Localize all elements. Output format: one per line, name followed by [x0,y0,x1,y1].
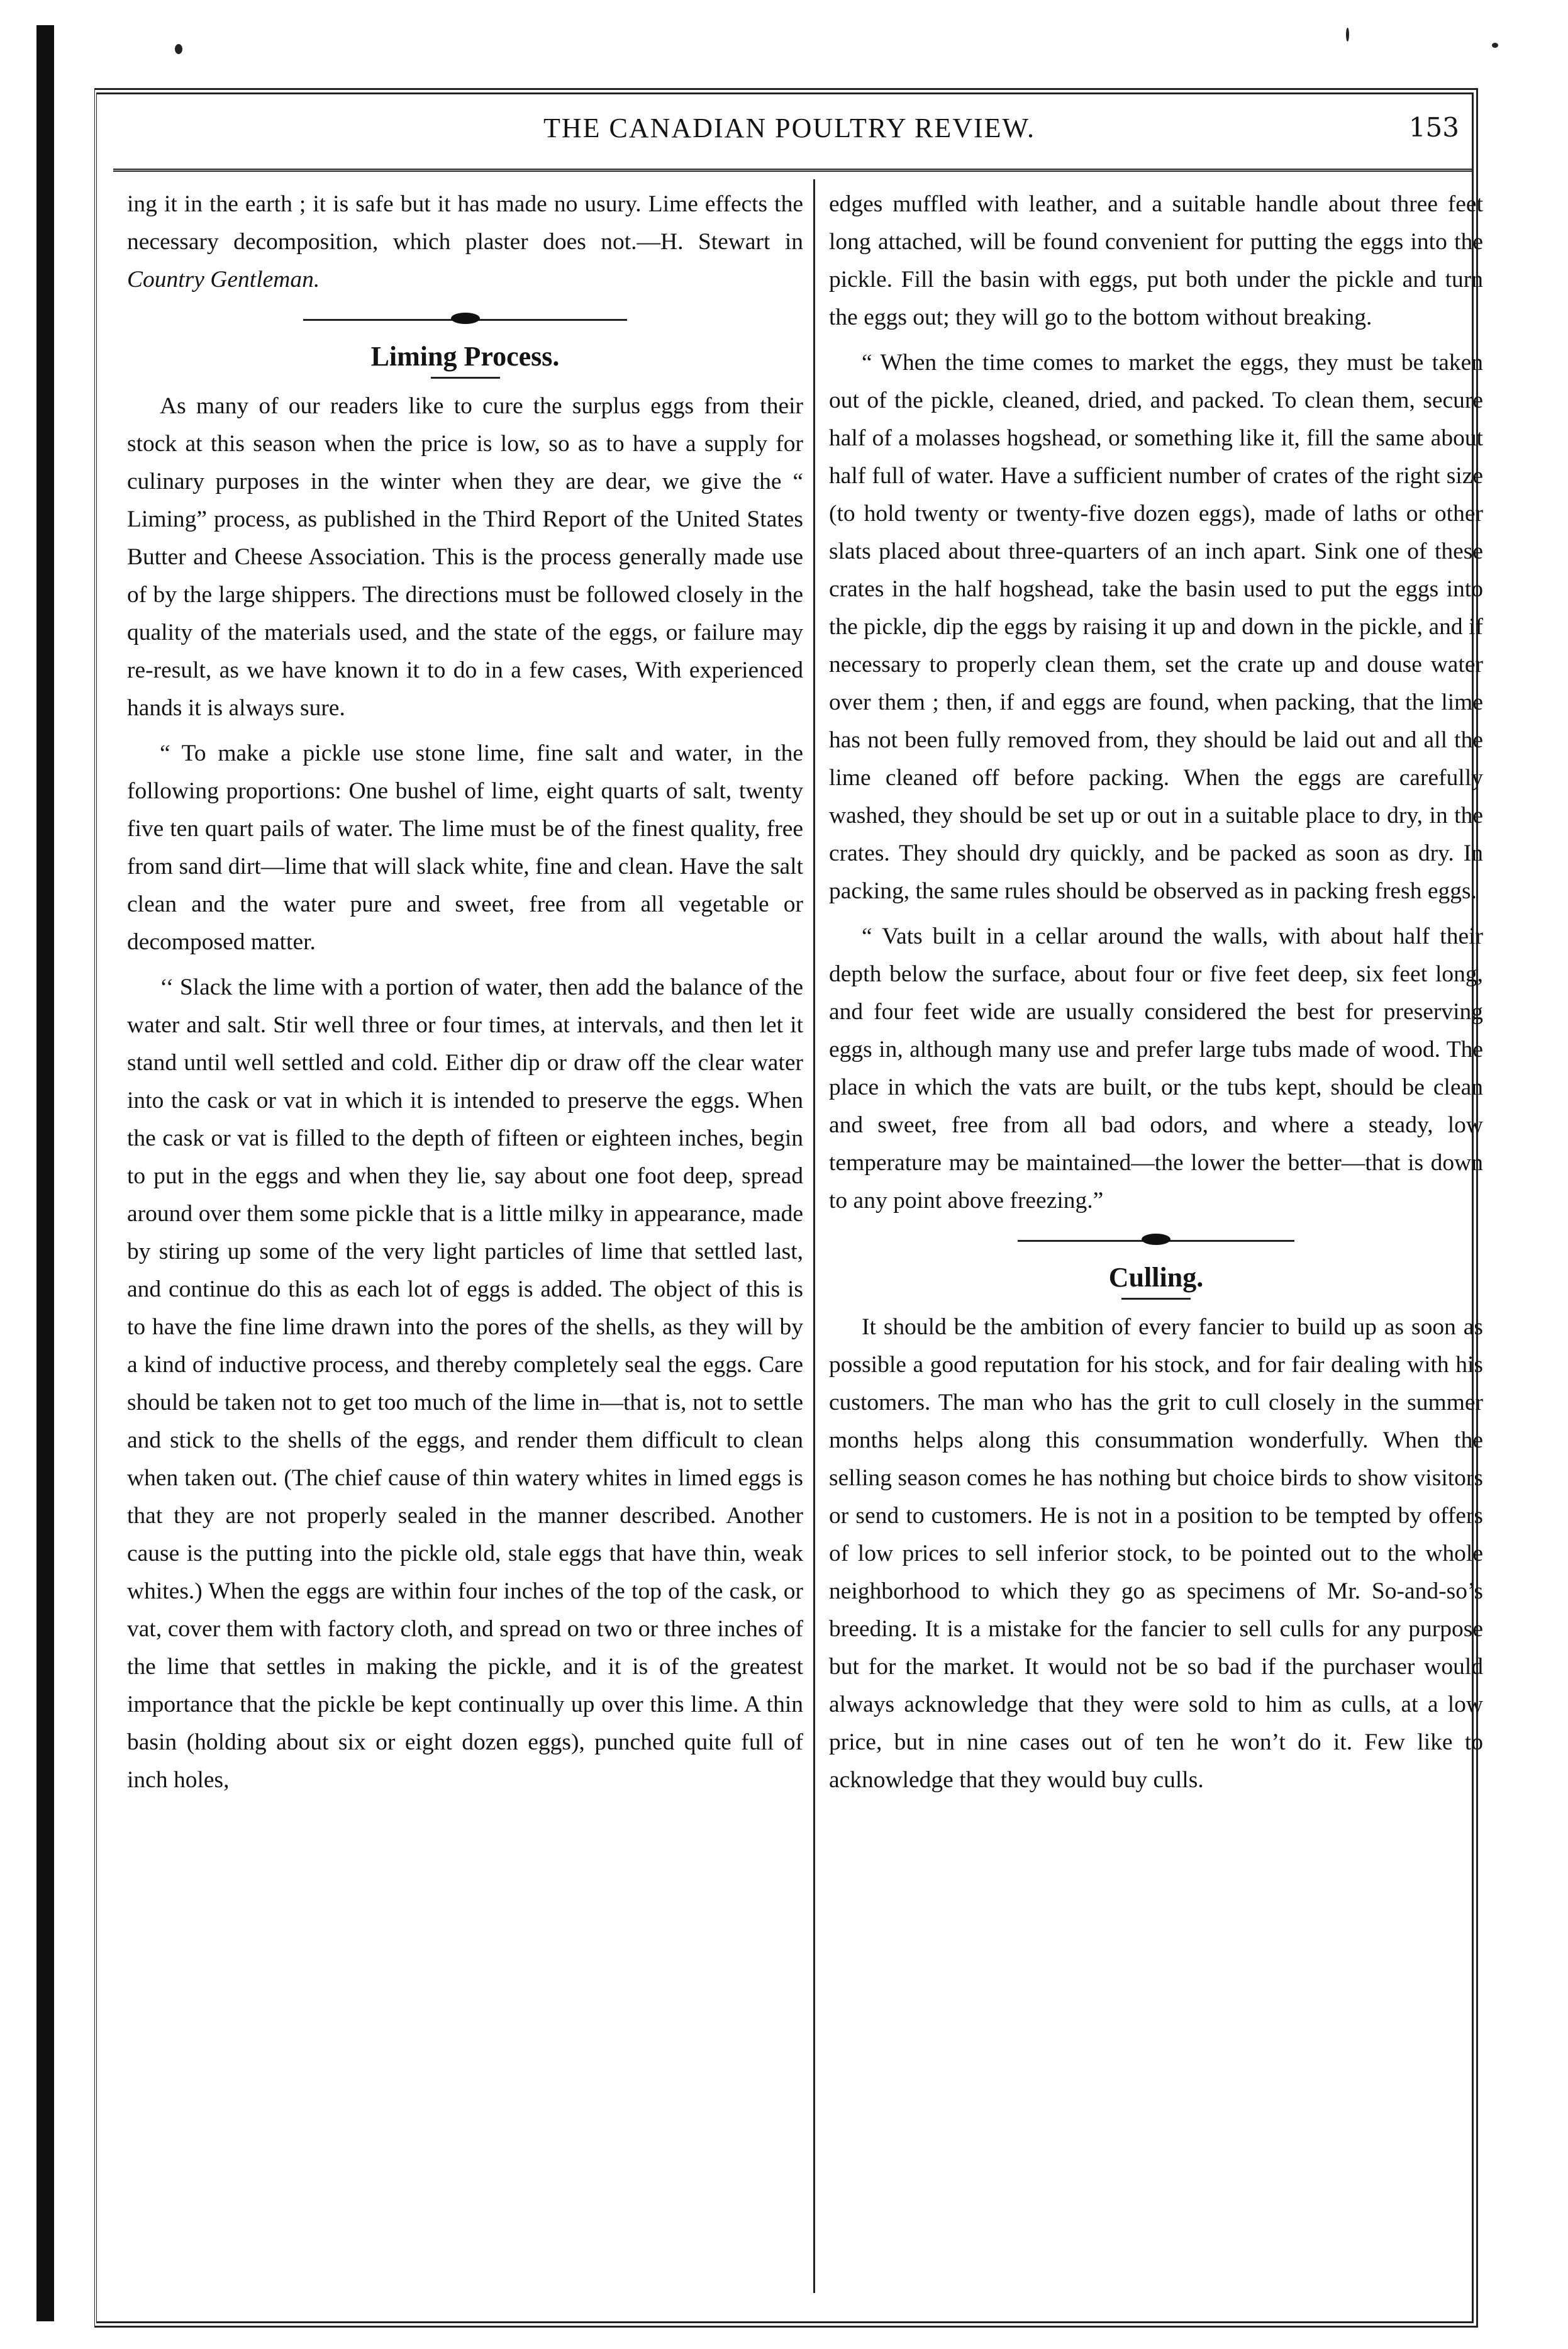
header-rule [113,169,1472,172]
section-title-liming: Liming Process. [370,341,560,372]
section-separator [829,1227,1483,1255]
column-divider [813,179,815,2293]
title-underline [1121,1298,1191,1300]
ink-speck [175,44,182,54]
ink-speck [1346,28,1349,42]
article-paragraph: “ When the time comes to market the eggs, they must be taken out of the pickle, cleaned, dried, and packed. To clean them, secure half of a molasses hogshead, or something like it, fill the same about half full of water. Have a sufficient number of crates of the right size (to hold twenty or twenty-five dozen eggs), made of laths or other slats placed about three-quarters of an inch apart. Sink one of these crates in the half hogshead, take the basin used to put the eggs into the pickle, dip the eggs by raising it up and down in the pickle, and if necessary to properly clean them, set the crate up and douse water over them ; then, if and eggs are found, when packing, that the lime has not been fully removed from, they should be laid out and all the lime cleaned off before packing. When the eggs are carefully washed, they should be set up or out in a suitable place to dry, in the crates. They should dry quickly, and be packed as soon as dry. In packing, the same rules should be observed as in packing fresh eggs. [829,350,1483,904]
article-paragraph: edges muffled with leather, and a suitable handle about three feet long attached, will be found convenient for putting the eggs into the pickle. Fill the basin with eggs, put both under the pickle and turn the eggs out; they will go to the bottom without breaking. [829,191,1483,330]
article-paragraph: As many of our readers like to cure the surplus eggs from their stock at this season when the price is low, so as to have a supply for culinary purposes in the winter when they are dear, we give the “ Liming” process, as published in the Third Report of the United States Butter and Cheese Association. This is the process generally made use of by the large shippers. The directions must be followed closely in the quality of the materials used, and the state of the eggs, or failure may re-result, as we have known it to do in a few cases, With experienced hands it is always sure. [127,393,803,721]
article-paragraph: ‘‘ Slack the lime with a portion of water, then add the balance of the water and salt. Stir well three or four times, at intervals, and then let it stand until well settled and cold. Either dip or draw off the clear water into the cask or vat in which it is intended to preserve the eggs. When the cask or vat is filled to the depth of fifteen or eighteen inches, begin to put in the eggs and when they lie, say about one foot deep, spread around over them some pickle that is a little milky in appearance, made by stiring up some of the very light particles of lime that settled last, and continue do this as each lot of eggs is added. The object of this is to have the fine lime drawn into the pores of the shells, as they will by a kind of inductive process, and thereby completely seal the eggs. Care should be taken not to get too much of the lime in—that is, not to settle and stick to the shells of the eggs, and render them difficult to clean when taken out. (The chief cause of thin watery whites in limed eggs is that they are not properly sealed in the manner described. Another cause is the putting into the pickle old, stale eggs that have thin, weak whites.) When the eggs are within four inches of the top of the cask, or vat, cover them with factory cloth, and spread on two or three inches of the lime that settles in making the pickle, and it is of the greatest importance that the pickle be kept continually up over this lime. A thin basin (holding about six or eight dozen eggs), punched quite full of inch holes, [127,974,803,1793]
article-paragraph: “ To make a pickle use stone lime, fine salt and water, in the following proportions: One bushel of lime, eight quarts of salt, twenty five ten quart pails of water. The lime must be of the finest quality, free from sand dirt—lime that will slack white, fine and clean. Have the salt clean and the water pure and sweet, free from all vegetable or decomposed matter. [127,740,803,955]
right-column [829,186,1483,2306]
article-paragraph: It should be the ambition of every fancier to build up as soon as possible a good reputation for his stock, and for fair dealing with his customers. The man who has the grit to cull closely in the summer months helps along this consummation wonderfully. When the selling season comes he has nothing but choice birds to show visitors or send to customers. He is not in a position to be tempted by offers of low prices to sell inferior stock, to be pointed out to the whole neighborhood to which they go as specimens of Mr. So-and-so’s breeding. It is a mistake for the fancier to sell culls for any purpose but for the market. It would not be so bad if the purchaser would always acknowledge that they were sold to him as culls, at a low price, but in nine cases out of ten he won’t do it. Few like to acknowledge that they would buy culls. [829,1314,1483,1793]
left-column [127,186,803,2306]
title-underline [431,377,500,379]
ink-speck [1492,43,1498,48]
section-title-culling: Culling. [1108,1262,1204,1293]
section-separator [127,306,803,334]
continued-paragraph [127,186,803,299]
binding-edge [36,25,54,2321]
page-number: 153 [1408,112,1459,143]
continued-text: ing it in the earth ; it is safe but it has made no usury. Lime effects the necessary decomposition, which plaster does not.—H. Stewart in [127,191,803,255]
page-header [113,112,1465,175]
article-paragraph: “ Vats built in a cellar around the walls, with about half their depth below the surface, about four or five feet deep, six feet long, and four feet wide are usually considered the best for preserving eggs in, although many use and prefer large tubs made of wood. The place in which the vats are built, or the tubs kept, should be clean and sweet, free from all bad odors, and where a steady, low temperature may be maintained—the lower the better—that is down to any point above freezing.” [829,923,1483,1214]
publication-title: THE CANADIAN POULTRY REVIEW. [543,113,1035,143]
source-citation: Country Gentleman. [127,267,320,293]
